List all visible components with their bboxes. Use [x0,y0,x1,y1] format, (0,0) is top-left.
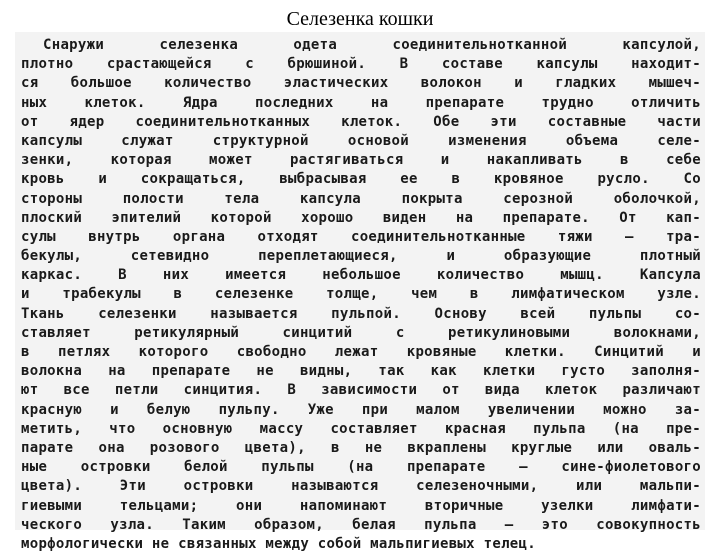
page-title: Селезенка кошки [286,8,434,30]
text-line: гиевыми тельцами; они напоминают вторичные узелки лимфати- [21,497,701,514]
text-line: ся большое количество эластических волокон и гладких мышеч- [21,75,701,92]
text-line: ют все петли синцития. В зависимости от вида клеток различают [21,382,701,399]
text-line: и трабекулы в селезенке толще, чем в лимфатическом узле. [21,286,701,303]
text-line: зенки, которая может растягиваться и накапливать в себе [21,152,701,169]
text-line: цвета). Эти островки называются селезеночными, или мальпи- [21,478,701,495]
text-line: сулы внутрь органа отходят соединительнотканные тяжи — тра- [21,228,701,245]
text-line: стороны полости тела капсула покрыта серозной оболочкой, [21,190,701,207]
text-line: Снаружи селезенка одета соединительнотканной капсулой, [43,37,701,53]
text-line: морфологически не связанных между собой мальпигиевых телец. [21,535,536,552]
text-line: ческого узла. Таким образом, белая пульпа — это совокупность [21,516,701,533]
text-line: Ткань селезенки называется пульпой. Основу всей пульпы со- [21,305,701,322]
text-line: красную и белую пульпу. Уже при малом увеличении можно за- [21,401,701,418]
text-line: ставляет ретикулярный синцитий с ретикулиновыми волокнами, [21,324,701,341]
text-line: ных клеток. Ядра последних на препарате трудно отличить [21,94,701,111]
text-line: в петлях которого свободно лежат кровяные клетки. Синцитий и [21,344,701,360]
text-line: бекулы, сетевидно переплетающиеся, и образующие плотный [21,248,701,265]
scanned-text-image [15,32,705,552]
text-line: каркас. В них имеется небольшое количество мышц. Капсула [21,267,701,284]
text-line: от ядер соединительнотканных клеток. Обе эти составные части [21,113,701,130]
text-line: метить, что основную массу составляет красная пульпа (на пре- [21,420,701,437]
text-line: капсулы служат структурной основой изменения объема селе- [21,132,701,149]
text-line: плотно срастающейся с брюшиной. В составе капсулы находит- [21,56,701,73]
text-line: парате она розового цвета), в не вкраплены круглые или оваль- [21,439,701,456]
text-line: плоский эпителий которой хорошо виден на препарате. От кап- [21,209,701,226]
text-line: кровь и сокращаться, выбрасывая ее в кровяное русло. Со [21,171,701,188]
text-line: ные островки белой пульпы (на препарате — сине-фиолетового [21,459,701,476]
text-line: волокна на препарате не видны, так как клетки густо заполня- [21,363,701,380]
text-body [21,36,701,554]
